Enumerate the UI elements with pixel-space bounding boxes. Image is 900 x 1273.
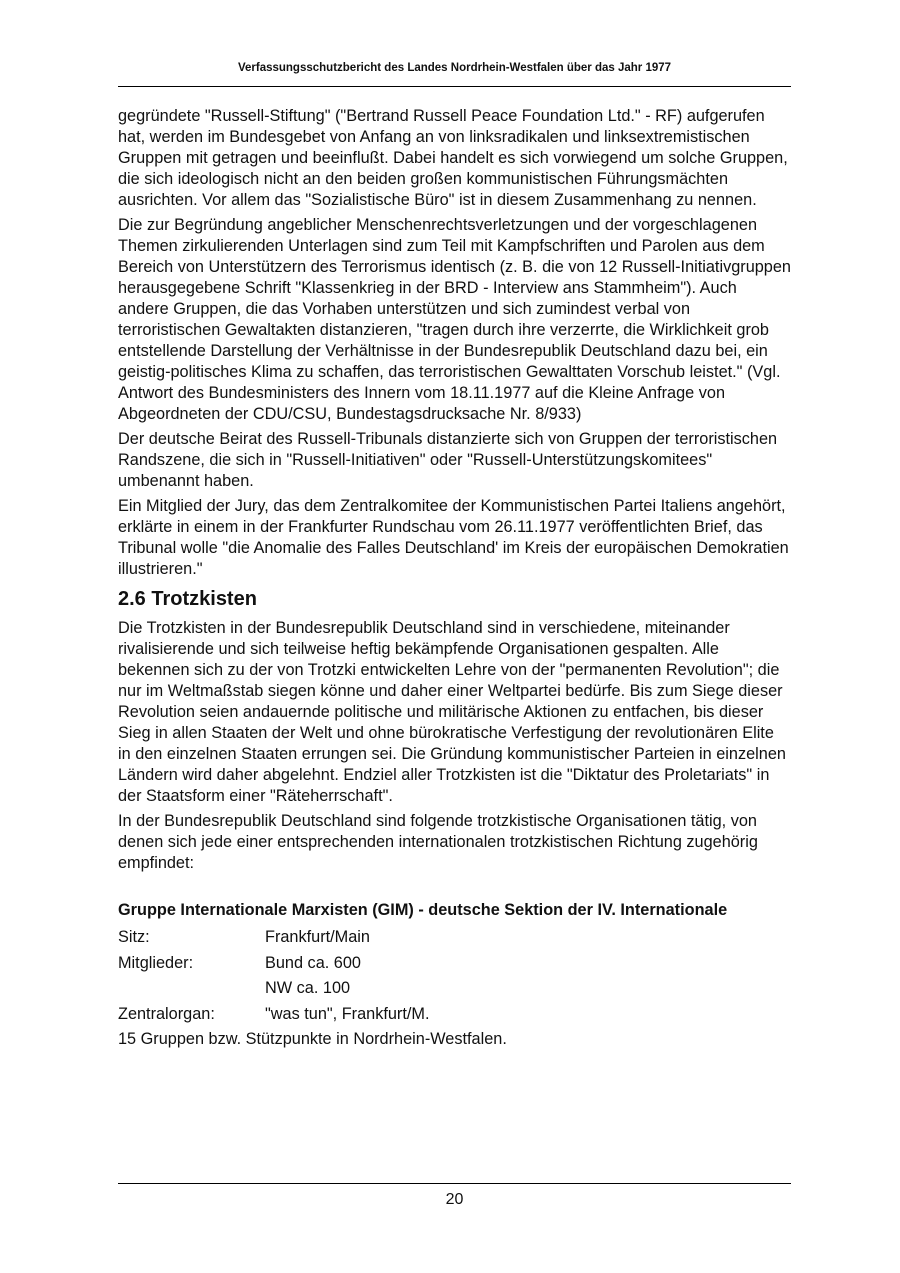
organization-note: 15 Gruppen bzw. Stützpunkte in Nordrhein-Westfalen. <box>118 1030 507 1048</box>
fact-row-zentralorgan <box>118 1002 791 1028</box>
page-number: 20 <box>445 1191 464 1208</box>
fact-value: NW ca. 100 <box>265 979 351 997</box>
organization-title: Gruppe Internationale Marxisten (GIM) - deutsche Sektion der IV. Internationale <box>118 901 728 919</box>
fact-row-mitglieder <box>118 951 791 977</box>
body-paragraph: Ein Mitglied der Jury, das dem Zentralkomitee der Kommunistischen Partei Italiens angehört, erklärte in einem in der Frankfurter Rundschau vom 26.11.1977 veröffentlichten Brief, das Tribunal wolle "die Anomalie des Falles Deutschland' im Kreis der europäischen Demokratien illustrieren." <box>118 497 789 578</box>
fact-value: Frankfurt/Main <box>265 928 370 946</box>
page-body <box>118 106 791 1053</box>
body-paragraph: Die Trotzkisten in der Bundesrepublik Deutschland sind in verschiedene, miteinander rivalisierende und sich teilweise heftig bekämpfende Organisationen gespalten. Alle bekennen sich zu der von Trotzki entwickelten Lehre von der "permanenten Revolution"; die nur im Weltmaßstab siegen könne und daher einer Weltpartei bedürfe. Bis zum Siege dieser Revolution seien andauernde politische und militärische Aktionen zu entfachen, bis dieser Sieg in allen Staaten der Welt und ohne bürokratische Verfestigung der revolutionären Elite in den einzelnen Staaten errungen sei. Die Gründung kommunistischer Parteien in einzelnen Ländern wird daher abgelehnt. Endziel aller Trotzkisten ist die "Diktatur des Proletariats" in der Staatsform einer "Räteherrschaft". <box>118 619 786 805</box>
body-paragraph: Der deutsche Beirat des Russell-Tribunals distanzierte sich von Gruppen der terroristischen Randszene, die sich in "Russell-Initiativen" oder "Russell-Unterstützungskomitees" umbenannt haben. <box>118 430 778 490</box>
fact-label: Mitglieder: <box>118 953 194 972</box>
body-paragraph: Die zur Begründung angeblicher Menschenrechtsverletzungen und der vorgeschlagenen Themen zirkulierenden Unterlagen sind zum Teil mit Kampfschriften und Parolen aus dem Bereich von Unterstützern des Terrorismus identisch (z. B. die von 12 Russell-Initiativgruppen herausgegebene Schrift "Klassenkrieg in der BRD - Interview ans Stammheim"). Auch andere Gruppen, die das Vorhaben unterstützen und sich zumindest verbal von terroristischen Gewaltakten distanzieren, "tragen durch ihre verzerrte, die Wirklichkeit grob entstellende Darstellung der Verhältnisse in der Bundesrepublik Deutschland dazu bei, ein geistig-politisches Klima zu schaffen, das terroristischen Gewalttaten Vorschub leistet." (Vgl. Antwort des Bundesministers des Innern vom 18.11.1977 auf die Kleine Anfrage von Abgeordneten der CDU/CSU, Bundestagsdrucksache Nr. 8/933) <box>118 216 791 423</box>
footer-divider <box>118 1183 791 1184</box>
fact-row-sitz <box>118 925 791 951</box>
body-paragraph: gegründete "Russell-Stiftung" ("Bertrand Russell Peace Foundation Ltd." - RF) aufgerufen hat, werden im Bundesgebet von Anfang an von linksradikalen und linksextremistischen Gruppen mit getragen und beeinflußt. Dabei handelt es sich vorwiegend um solche Gruppen, die sich ideologisch nicht an den beiden großen kommunistischen Führungsmächten ausrichten. Vor allem das "Sozialistische Büro" ist in diesem Zusammenhang zu nennen. <box>118 107 788 209</box>
section-heading: 2.6 Trotzkisten <box>118 588 257 610</box>
organization-facts <box>118 925 791 1053</box>
fact-value: "was tun", Frankfurt/M. <box>265 1004 430 1023</box>
fact-label: Sitz: <box>118 928 150 946</box>
fact-label <box>118 976 265 1002</box>
fact-value: Bund ca. 600 <box>265 953 361 972</box>
running-header: Verfassungsschutzbericht des Landes Nordrhein-Westfalen über das Jahr 1977 <box>237 62 672 74</box>
fact-label: Zentralorgan: <box>118 1004 215 1023</box>
header-divider <box>118 86 791 87</box>
fact-row-mitglieder-nw <box>118 976 791 1002</box>
body-paragraph: In der Bundesrepublik Deutschland sind folgende trotzkistische Organisationen tätig, von denen sich jede einer entsprechenden internationalen trotzkistischen Richtung zugehörig empfindet: <box>118 812 758 872</box>
